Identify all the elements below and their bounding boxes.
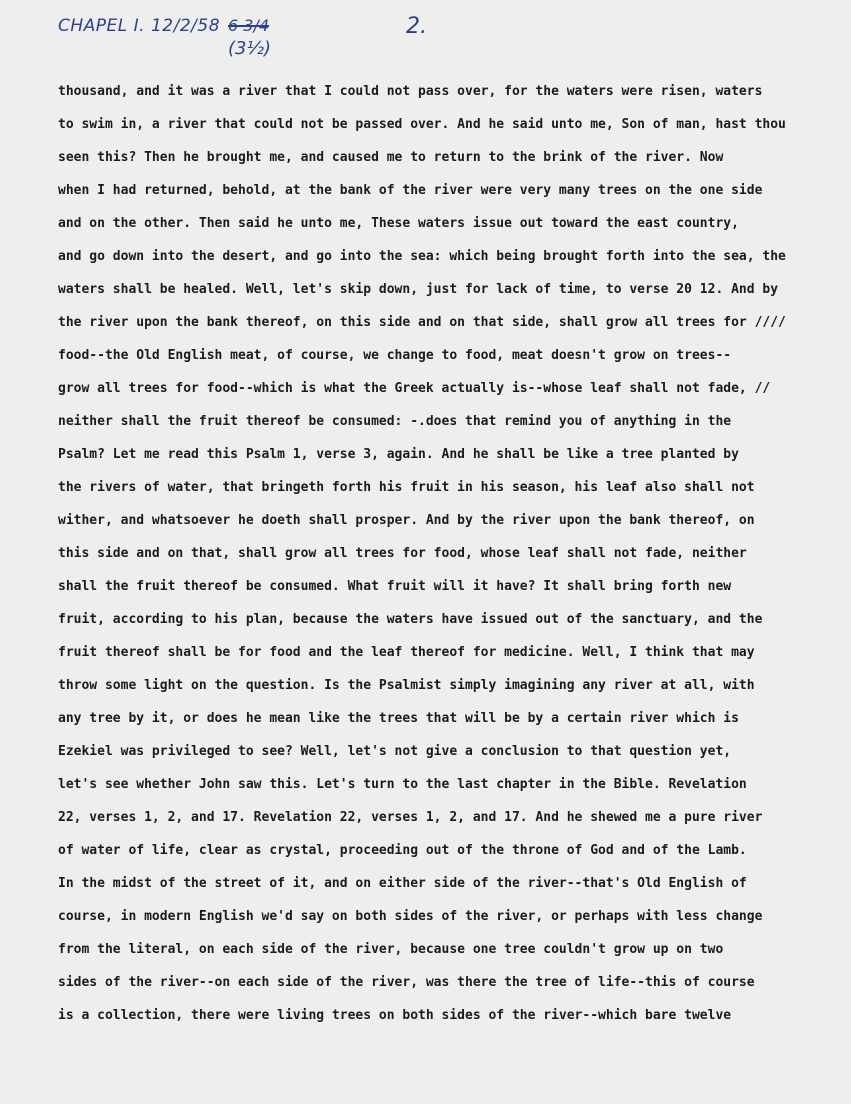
text-line: 22, verses 1, 2, and 17. Revelation 22, verses 1, 2, and 17. And he shewed me a pure river bbox=[58, 810, 763, 825]
fraction-value: 3½ bbox=[235, 38, 264, 59]
text-line: to swim in, a river that could not be passed over. And he said unto me, Son of man, hast thou bbox=[58, 117, 786, 132]
text-line: waters shall be healed. Well, let's skip down, just for lack of time, to verse 20 12. And by bbox=[58, 282, 779, 297]
text-line: neither shall the fruit thereof be consumed: -.does that remind you of anything in the bbox=[58, 414, 732, 429]
text-line: wither, and whatsoever he doeth shall prosper. And by the river upon the bank thereof, on bbox=[58, 513, 755, 528]
handwritten-chapel-label: CHAPEL I. 12/2/58 bbox=[58, 16, 221, 36]
text-line: from the literal, on each side of the river, because one tree couldn't grow up on two bbox=[58, 942, 724, 957]
text-line: and go down into the desert, and go into the sea: which being brought forth into the sea, the bbox=[58, 249, 786, 264]
text-line: Psalm? Let me read this Psalm 1, verse 3, again. And he shall be like a tree planted by bbox=[58, 447, 739, 462]
text-line: the rivers of water, that bringeth forth his fruit in his season, his leaf also shall not bbox=[58, 480, 755, 495]
text-line: fruit, according to his plan, because the waters have issued out of the sanctuary, and the bbox=[58, 612, 763, 627]
text-line: the river upon the bank thereof, on this side and on that side, shall grow all trees for //// bbox=[58, 315, 786, 330]
text-line: thousand, and it was a river that I could not pass over, for the waters were risen, waters bbox=[58, 84, 763, 99]
text-line: shall the fruit thereof be consumed. What fruit will it have? It shall bring forth new bbox=[58, 579, 732, 594]
text-line: and on the other. Then said he unto me, These waters issue out toward the east country, bbox=[58, 216, 739, 231]
text-line: course, in modern English we'd say on both sides of the river, or perhaps with less change bbox=[58, 909, 763, 924]
text-line: sides of the river--on each side of the river, was there the tree of life--this of course bbox=[58, 975, 755, 990]
text-line: food--the Old English meat, of course, we change to food, meat doesn't grow on trees-- bbox=[58, 348, 732, 363]
text-line: grow all trees for food--which is what the Greek actually is--whose leaf shall not fade, // bbox=[58, 381, 771, 396]
text-line: is a collection, there were living trees on both sides of the river--which bare twelve bbox=[58, 1008, 732, 1023]
text-line: let's see whether John saw this. Let's turn to the last chapter in the Bible. Revelation bbox=[58, 777, 747, 792]
handwritten-fraction-note: (3½) bbox=[228, 38, 271, 59]
text-line: this side and on that, shall grow all trees for food, whose leaf shall not fade, neither bbox=[58, 546, 747, 561]
text-line: of water of life, clear as crystal, proceeding out of the throne of God and of the Lamb. bbox=[58, 843, 747, 858]
text-line: throw some light on the question. Is the Psalmist simply imagining any river at all, with bbox=[58, 678, 755, 693]
text-line: any tree by it, or does he mean like the trees that will be by a certain river which is bbox=[58, 711, 739, 726]
text-line: Ezekiel was privileged to see? Well, let's not give a conclusion to that question yet, bbox=[58, 744, 732, 759]
handwritten-struck-number: 6 3/4 bbox=[228, 16, 270, 35]
text-line: seen this? Then he brought me, and caused me to return to the brink of the river. Now bbox=[58, 150, 724, 165]
typed-body-text bbox=[58, 80, 828, 1037]
text-line: when I had returned, behold, at the bank of the river were very many trees on the one side bbox=[58, 183, 763, 198]
text-line: In the midst of the street of it, and on either side of the river--that's Old English of bbox=[58, 876, 747, 891]
text-line: fruit thereof shall be for food and the leaf thereof for medicine. Well, I think that may bbox=[58, 645, 755, 660]
handwritten-page-number: 2. bbox=[406, 14, 427, 39]
